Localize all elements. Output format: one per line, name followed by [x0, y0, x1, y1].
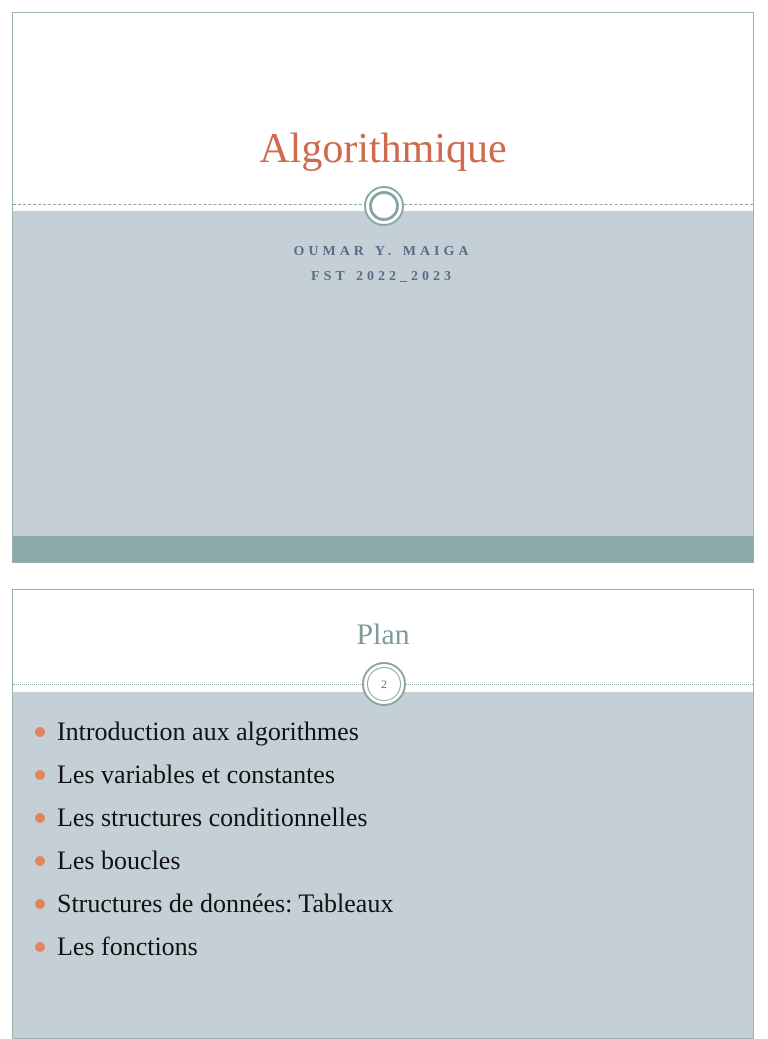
plan-slide: [12, 589, 754, 1039]
list-item: Introduction aux algorithmes: [35, 710, 393, 753]
title-slide: [12, 12, 754, 563]
slide-footer-band: [13, 536, 753, 562]
page-number: 2: [381, 676, 387, 691]
slide-title: Algorithmique: [259, 126, 507, 172]
plan-list: [35, 710, 393, 968]
list-item: Les variables et constantes: [35, 753, 393, 796]
bullet-dot-icon: [35, 770, 45, 780]
bullet-dot-icon: [35, 899, 45, 909]
list-item: Les boucles: [35, 839, 393, 882]
list-item: Les fonctions: [35, 925, 393, 968]
page-number-badge: [362, 662, 406, 706]
bullet-dot-icon: [35, 942, 45, 952]
slide-title: Plan: [356, 618, 410, 651]
divider-ring-icon: [364, 186, 404, 226]
list-item: Structures de données: Tableaux: [35, 882, 393, 925]
slide-body-band: [13, 211, 753, 538]
bullet-dot-icon: [35, 856, 45, 866]
bullet-dot-icon: [35, 813, 45, 823]
list-item: Les structures conditionnelles: [35, 796, 393, 839]
bullet-dot-icon: [35, 727, 45, 737]
author-name: OUMAR Y. MAIGA: [293, 244, 473, 259]
course-info: FST 2022_2023: [311, 269, 455, 284]
slide-header-band: [13, 13, 753, 205]
